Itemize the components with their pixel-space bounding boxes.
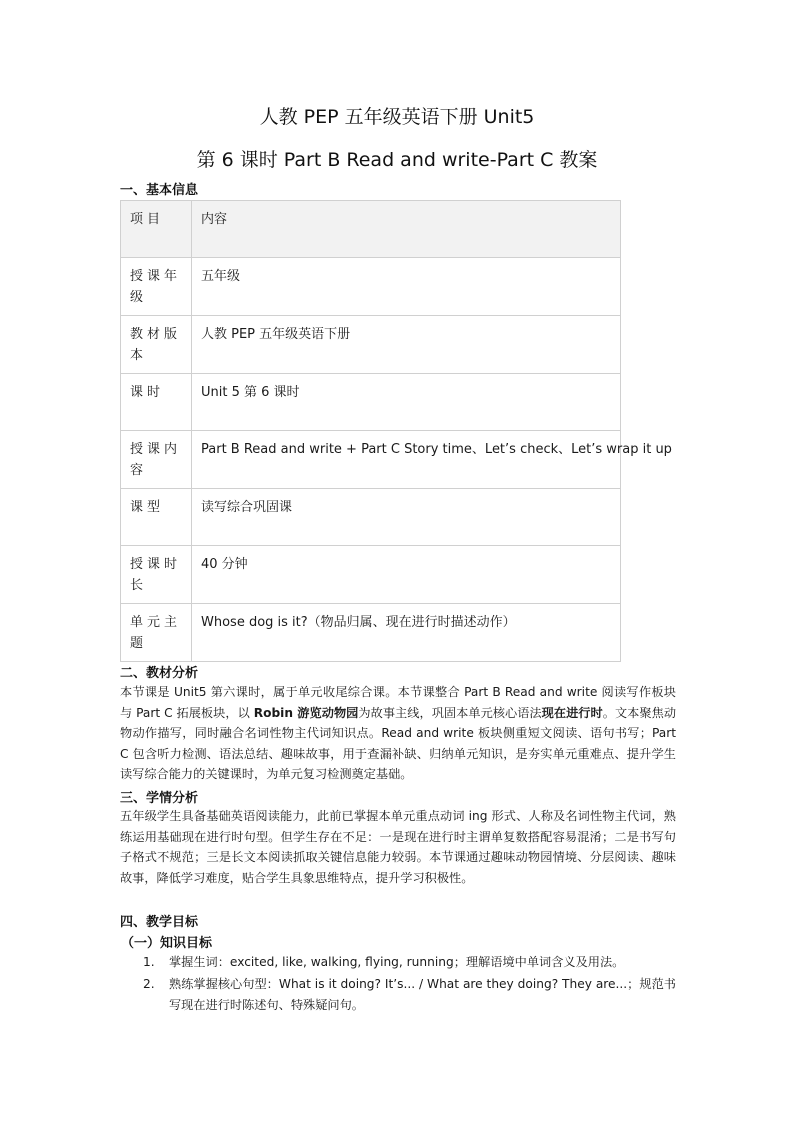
table-row-value: Whose dog is it?（物品归属、现在进行时描述动作）	[192, 604, 621, 662]
learner-analysis-paragraph: 五年级学生具备基础英语阅读能力，此前已掌握本单元重点动词 ing 形式、人称及名词性物主代词，熟练运用基础现在进行时句型。但学生存在不足：一是现在进行时主谓单复数搭配容易混淆；二是书写句子格式不规范；三是长文本阅读抓取关键信息能力较弱。本节课通过趣味动物园情境、分层阅读、趣味故事，降低学习难度，贴合学生具象思维特点，提升学习积极性。	[120, 809, 676, 885]
table-row	[121, 316, 621, 374]
document-title: 人教 PEP 五年级英语下册 Unit5	[259, 106, 535, 128]
table-row	[121, 258, 621, 316]
table-row-key: 课时	[121, 374, 192, 431]
material-analysis-paragraph	[120, 682, 676, 785]
table-row-value: Unit 5 第 6 课时	[192, 374, 621, 431]
table-row-value: 五年级	[192, 258, 621, 316]
section-heading-learner-analysis: 三、学情分析	[120, 791, 199, 806]
section-heading-teaching-goals: 四、教学目标	[120, 915, 199, 930]
list-item	[143, 974, 676, 1016]
analysis-emphasis: Robin 游览动物园	[253, 705, 359, 720]
table-header-content: 内容	[192, 201, 621, 258]
table-row-key: 授课内容	[121, 431, 192, 489]
table-header-row	[121, 201, 621, 258]
analysis-emphasis: 现在进行时	[541, 705, 603, 720]
subheading-knowledge-goals: （一）知识目标	[121, 936, 213, 951]
analysis-text: 。文本聚焦动物动作描写，同时融合名词性物主代词知识点。Read and write 板块侧重短文阅读、语句书写；Part C 包含听力检测、语法总结、趣味故事，用于查漏补缺、归纳单元知识，是夯实单元重难点、提升学生读写综合能力的关键课时，为单元复习检测奠定基础。	[120, 705, 677, 782]
table-row-value: 读写综合巩固课	[192, 489, 621, 546]
list-item-number: 1.	[143, 955, 155, 969]
table-row-value: 人教 PEP 五年级英语下册	[192, 316, 621, 374]
table-header-item: 项目	[121, 201, 192, 258]
table-row	[121, 374, 621, 431]
section-heading-material-analysis: 二、教材分析	[120, 666, 199, 681]
analysis-text: 为故事主线，巩固本单元核心语法	[358, 705, 542, 720]
table-row-key: 授课年级	[121, 258, 192, 316]
table-row-key: 单元主题	[121, 604, 192, 662]
section-heading-basic-info: 一、基本信息	[120, 183, 199, 198]
analysis-text: 本节课是 Unit5 第六课时，属于单元收尾综合课。本节课整合 Part B Read and write 阅读写作板块与 Part C 拓展板块，以	[120, 685, 676, 720]
list-item	[143, 952, 676, 973]
table-row-key: 教材版本	[121, 316, 192, 374]
document-subtitle: 第 6 课时 Part B Read and write-Part C 教案	[196, 149, 598, 171]
basic-info-table	[120, 200, 672, 662]
table-row-value: 40 分钟	[192, 546, 621, 604]
table-row-key: 授课时长	[121, 546, 192, 604]
table-row	[121, 489, 621, 546]
table-row	[121, 431, 621, 489]
table-row-key: 课型	[121, 489, 192, 546]
table-row	[121, 604, 621, 662]
table-row-value: Part B Read and write + Part C Story time、Let’s check、Let’s wrap it up	[192, 431, 621, 489]
list-item-number: 2.	[143, 977, 155, 991]
table-row	[121, 546, 621, 604]
list-item-text: 掌握生词：excited, like, walking, flying, running；理解语境中单词含义及用法。	[169, 955, 625, 969]
list-item-text: 熟练掌握核心句型：What is it doing? It’s... / What are they doing? They are...；规范书写现在进行时陈述句、特殊疑问句。	[169, 977, 676, 1012]
